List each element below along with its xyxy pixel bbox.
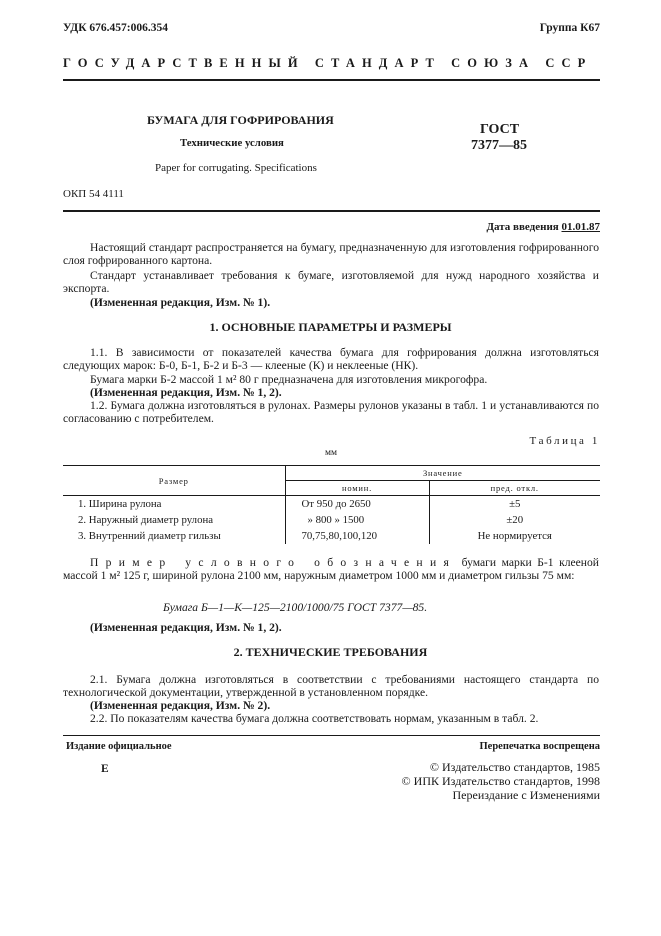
table-1-header-size: Размер (63, 466, 285, 496)
gost-label: ГОСТ (480, 122, 520, 137)
section-2-heading: 2. ТЕХНИЧЕСКИЕ ТРЕБОВАНИЯ (233, 645, 428, 659)
section-1-paragraph-2: Бумага марки Б-2 массой 1 м² 80 г предназначена для изготовления микрогофра. (90, 373, 488, 386)
reissue-note: Переиздание с Изменениями (452, 788, 600, 802)
section-1-heading: 1. ОСНОВНЫЕ ПАРАМЕТРЫ И РАЗМЕРЫ (209, 320, 452, 334)
example-text: бумаги марки Б-1 клееной массой 1 м² 125 г, шириной рулона 2100 мм, наружным диаметром 1000 мм и диаметром гильзы 75 мм: (63, 556, 599, 582)
section-1-paragraph-1: 1.1. В зависимости от показателей качества бумага для гофрирования должна изготовляться следующих марок: Б-0, Б-1, Б-2 и Б-3 — клееные (К) и неклееные (НК). (63, 346, 599, 372)
group-code: Группа К67 (539, 22, 600, 34)
intro-paragraph-1: Настоящий стандарт распространяется на бумагу, предназначенную для изготовления гофрированного слоя гофрированного картона. (63, 241, 599, 267)
example-paragraph (63, 556, 599, 582)
table-1-header-nominal: номин. (285, 481, 429, 496)
section-1-paragraph-3: 1.2. Бумага должна изготовляться в рулонах. Размеры рулонов указаны в табл. 1 и устанавливаются по согласованию с потребителем. (63, 399, 599, 425)
intro-paragraph-2: Стандарт устанавливает требования к бумаге, изготовляемой для нужд народного хозяйства и экспорта. (63, 269, 599, 295)
okp-code: ОКП 54 4111 (63, 188, 124, 200)
example-revision-note: (Измененная редакция, Изм. № 1, 2). (90, 621, 282, 634)
section-2-paragraph-2: 2.2. По показателям качества бумага должна соответствовать нормам, указанным в табл. 2. (90, 712, 539, 725)
state-standard-banner: ГОСУДАРСТВЕННЫЙ СТАНДАРТ СОЮЗА ССР (63, 56, 593, 70)
introduction-date-label: Дата введения (486, 221, 559, 233)
official-edition: Издание официальное (66, 741, 172, 752)
table-row (63, 528, 600, 544)
table-row (63, 496, 600, 512)
introduction-date-value: 01.01.87 (561, 221, 600, 233)
english-title: Paper for corrugating. Specifications (155, 162, 317, 174)
gost-number: 7377—85 (471, 138, 527, 153)
table-row (63, 512, 600, 528)
intro-revision-note: (Измененная редакция, Изм. № 1). (90, 296, 271, 309)
table-cell-size: 3. Внутренний диаметр гильзы (63, 528, 285, 544)
table-1-header-deviation: пред. откл. (429, 481, 600, 496)
example-lead: Пример условного обозначения (90, 556, 457, 569)
section-2-paragraph-1: 2.1. Бумага должна изготовляться в соответствии с требованиями настоящего стандарта по технологической документации, утвержденной в установленном порядке. (63, 673, 599, 699)
table-1 (63, 465, 600, 544)
table-cell-deviation: Не нормируется (477, 529, 552, 542)
table-1-caption: Таблица 1 (529, 435, 600, 447)
table-cell-nominal: » 800 » 1500 (285, 512, 429, 528)
footer-rule (63, 735, 600, 736)
top-rule (63, 79, 600, 81)
udk-code: УДК 676.457:006.354 (63, 22, 168, 34)
table-1-header-value: Значение (285, 466, 600, 481)
table-cell-deviation: ±20 (506, 513, 524, 526)
example-designation: Бумага Б—1—К—125—2100/1000/75 ГОСТ 7377—85. (163, 601, 428, 614)
table-cell-size: 2. Наружный диаметр рулона (63, 512, 285, 528)
section-2-revision-note: (Измененная редакция, Изм. № 2). (90, 699, 271, 712)
introduction-date (486, 221, 600, 233)
section-1-revision-note: (Измененная редакция, Изм. № 1, 2). (90, 386, 282, 399)
document-title: БУМАГА ДЛЯ ГОФРИРОВАНИЯ (147, 113, 334, 127)
table-cell-nominal: 70,75,80,100,120 (285, 528, 429, 544)
table-1-unit: мм (325, 448, 338, 458)
copyright-1985: © Издательство стандартов, 1985 (429, 760, 600, 774)
document-subtitle: Технические условия (180, 137, 284, 149)
copyright-1998: © ИПК Издательство стандартов, 1998 (401, 774, 600, 788)
table-cell-size: 1. Ширина рулона (63, 496, 285, 512)
table-cell-deviation: ±5 (509, 497, 521, 510)
title-rule (63, 210, 600, 212)
table-cell-nominal: От 950 до 2650 (285, 496, 429, 512)
edition-letter: Е (101, 763, 109, 775)
reprint-prohibited: Перепечатка воспрещена (479, 741, 600, 752)
